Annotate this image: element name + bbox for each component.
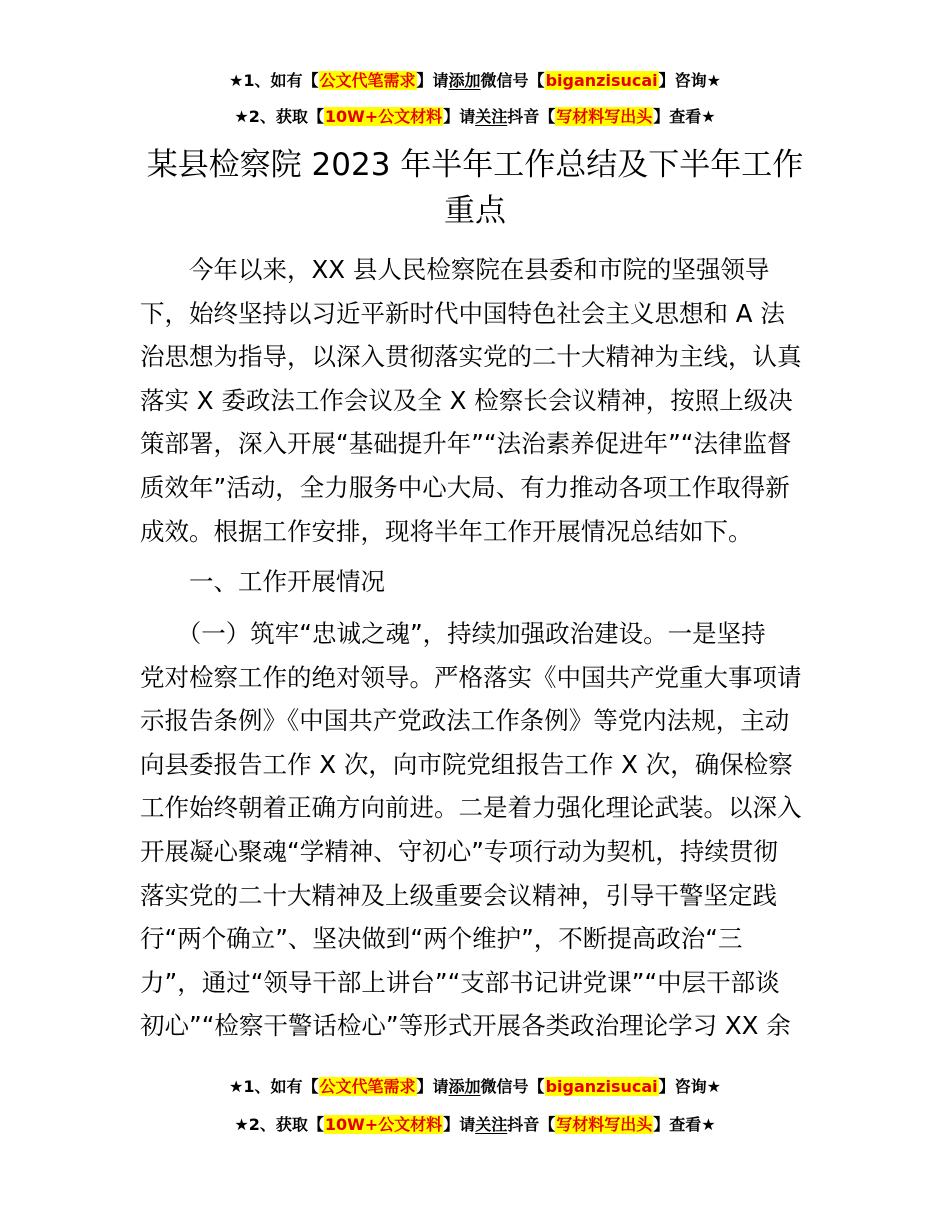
notice-underlined: 关注	[475, 1115, 508, 1134]
document-title	[120, 142, 830, 234]
text-line: 初心”“检察干警话检心”等形式开展各类政治理论学习 XX 余	[140, 1011, 791, 1041]
notice-highlight: 公文代笔需求	[319, 1077, 416, 1096]
body-paragraph	[140, 612, 812, 1048]
text-line: （一）筑牢“忠诚之魂”，持续加强政治建设。一是坚持	[140, 619, 766, 648]
bottom-notice-line-1	[0, 1076, 950, 1098]
notice-highlight: biganzisucai	[545, 1077, 658, 1096]
text-line: 质效年”活动，全力服务中心大局、有力推动各项工作取得新	[140, 472, 790, 502]
notice-text: 】请	[443, 1115, 476, 1134]
text-line: 向县委报告工作 X 次，向市院党组报告工作 X 次，确保检察	[140, 749, 793, 779]
notice-text: ★2、获取【	[234, 1115, 324, 1134]
text-line: 开展凝心聚魂“学精神、守初心”专项行动为契机，持续贯彻	[140, 836, 778, 866]
text-line: 落实党的二十大精神及上级重要会议精神，引导干警坚定践	[140, 880, 777, 910]
notice-text: 】查看★	[653, 107, 716, 126]
text-line: 成效。根据工作安排，现将半年工作开展情况总结如下。	[140, 516, 753, 546]
notice-text: ★1、如有【	[229, 1077, 319, 1096]
notice-text: 微信号【	[480, 1077, 545, 1096]
text-line: 今年以来，XX 县人民检察院在县委和市院的坚强领导	[140, 255, 770, 284]
notice-text: 抖音【	[507, 107, 556, 126]
notice-highlight: biganzisucai	[545, 71, 658, 90]
bottom-notice-line-2	[0, 1114, 950, 1136]
notice-text: 抖音【	[507, 1115, 556, 1134]
notice-text: ★1、如有【	[229, 71, 319, 90]
notice-text: 微信号【	[480, 71, 545, 90]
text-line: 行“两个确立”、坚决做到“两个维护”，不断提高政治“三	[140, 924, 743, 954]
text-line: 治思想为指导，以深入贯彻落实党的二十大精神为主线，认真	[140, 342, 802, 372]
section-heading	[140, 560, 812, 604]
notice-text: 】咨询★	[658, 1077, 721, 1096]
text-line: 下，始终坚持以习近平新时代中国特色社会主义思想和 A 法	[140, 298, 785, 328]
top-notice-line-2	[0, 106, 950, 128]
notice-highlight: 写材料写出头	[556, 1115, 653, 1134]
text-line: 党对检察工作的绝对领导。严格落实《中国共产党重大事项请	[140, 662, 802, 692]
text-line: 工作始终朝着正确方向前进。二是着力强化理论武装。以深入	[140, 793, 802, 823]
notice-underlined: 添加	[448, 71, 481, 90]
title-line-1: 某县检察院 2023 年半年工作总结及下半年工作	[146, 147, 804, 183]
intro-paragraph	[140, 248, 812, 553]
notice-text: 】查看★	[653, 1115, 716, 1134]
notice-text: 】咨询★	[658, 71, 721, 90]
notice-text: ★2、获取【	[234, 107, 324, 126]
notice-highlight: 10W+公文材料	[324, 1115, 443, 1134]
text-line: 力”，通过“领导干部上讲台”“支部书记讲党课”“中层干部谈	[140, 967, 780, 997]
notice-text: 】请	[443, 107, 476, 126]
notice-text: 】请	[416, 71, 449, 90]
notice-highlight: 写材料写出头	[556, 107, 653, 126]
text-line: 示报告条例》《中国共产党政法工作条例》等党内法规，主动	[140, 706, 790, 736]
text-line: 一、工作开展情况	[140, 567, 385, 596]
notice-text: 】请	[416, 1077, 449, 1096]
notice-highlight: 10W+公文材料	[324, 107, 443, 126]
title-line-2: 重点	[444, 193, 506, 229]
text-line: 落实 X 委政法工作会议及全 X 检察长会议精神，按照上级决	[140, 385, 793, 415]
top-notice-line-1	[0, 70, 950, 92]
text-line: 策部署，深入开展“基础提升年”“法治素养促进年”“法律监督	[140, 429, 792, 459]
notice-highlight: 公文代笔需求	[319, 71, 416, 90]
notice-underlined: 关注	[475, 107, 508, 126]
notice-underlined: 添加	[448, 1077, 481, 1096]
